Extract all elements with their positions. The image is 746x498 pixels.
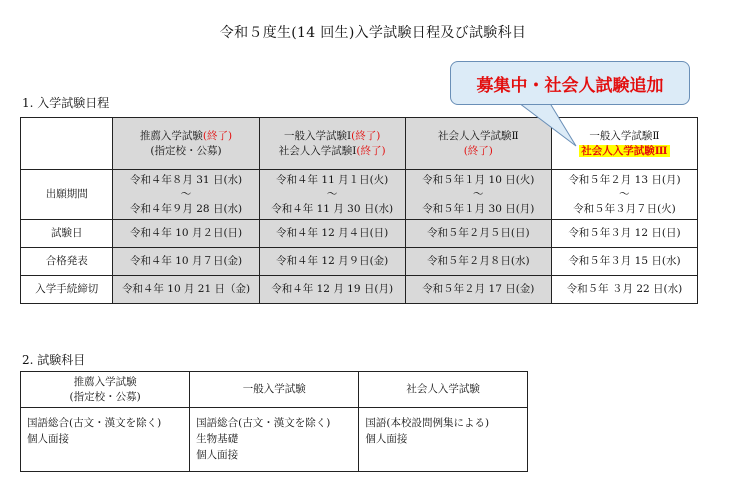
row-label: 合格発表 (21, 248, 113, 276)
date-end: 令和４年９月 28 日(水) (129, 202, 243, 215)
date-start: 令和５年２月 13 日(月) (568, 174, 681, 187)
status-label: (終了) (351, 130, 381, 143)
table-cell: 令和４年 12 月４日(日) (259, 220, 405, 248)
table-cell: 令和５年２月５日(日) (405, 220, 551, 248)
date-start: 令和４年 11 月１日(火) (276, 174, 389, 187)
status-label: (終了) (202, 130, 233, 143)
header-line1: 一般入学試験Ⅱ (589, 130, 660, 143)
table-cell: 令和４年 10 月７日(金) (113, 248, 259, 276)
highlighted-header: 社会人入学試験Ⅲ (581, 144, 668, 157)
status-label: (終了) (356, 144, 386, 157)
table-cell: 令和５年３月 12 日(日) (551, 220, 697, 248)
header-line1: 推薦入学試験 (139, 130, 203, 143)
table-cell: 令和４年 12 月 19 日(月) (259, 276, 405, 304)
subject-line: 個人面接 (27, 432, 69, 445)
header-line1: 一般入学試験 (242, 383, 306, 396)
table-cell: 令和４年 10 月２日(日) (113, 220, 259, 248)
range-tilde: ～ (619, 188, 630, 201)
subject-line: 個人面接 (196, 448, 239, 461)
row-label: 入学手続締切 (21, 276, 113, 304)
section-schedule-heading: 1. 入学試験日程 (22, 96, 110, 110)
date-end: 令和４年 11 月 30 日(水) (271, 202, 394, 215)
table-cell: 令和５年３月 15 日(水) (551, 248, 697, 276)
table-cell: 令和５年 ３月 22 日(水) (551, 276, 697, 304)
recruiting-callout: 募集中・社会人試験追加 (450, 61, 690, 105)
table-cell: 令和５年２月８日(水) (405, 248, 551, 276)
status-label: (終了) (463, 144, 493, 157)
row-label: 試験日 (21, 220, 113, 248)
page-title: 令和５度生(14 回生)入学試験日程及び試験科目 (219, 25, 527, 41)
header-line2: (指定校・公募) (150, 144, 222, 157)
range-tilde: ～ (473, 188, 484, 201)
header-line1: 社会人入学試験 (406, 383, 480, 396)
header-line2: (指定校・公募) (69, 390, 141, 403)
row-label: 出願期間 (21, 170, 113, 220)
table-cell: 令和４年 10 月 21 日（金) (113, 276, 259, 304)
header-line1: 一般入学試験Ⅰ (283, 130, 352, 143)
section-subjects-heading: 2. 試験科目 (22, 353, 86, 367)
range-tilde: ～ (180, 188, 192, 201)
subject-line: 国語総合(古文・漢文を除く) (196, 417, 331, 429)
subject-line: 国語総合(古文・漢文を除く) (27, 417, 162, 429)
subject-line: 生物基礎 (196, 432, 239, 445)
table-cell: 令和４年 12 月９日(金) (259, 248, 405, 276)
header-line1: 推薦入学試験 (73, 376, 137, 389)
subject-line: 国語(本校設問例集による) (365, 417, 490, 429)
range-tilde: ～ (326, 188, 338, 201)
date-start: 令和５年１月 10 日(火) (422, 174, 535, 187)
date-start: 令和４年８月 31 日(水) (129, 174, 243, 187)
date-end: 令和５年３月７日(火) (573, 202, 676, 215)
subject-line: 個人面接 (365, 432, 408, 445)
table-cell: 令和５年２月 17 日(金) (405, 276, 551, 304)
header-line1: 社会人入学試験Ⅱ (437, 130, 519, 143)
header-line2: 社会人入学試験Ⅰ (278, 144, 357, 157)
date-end: 令和５年１月 30 日(月) (422, 202, 535, 215)
